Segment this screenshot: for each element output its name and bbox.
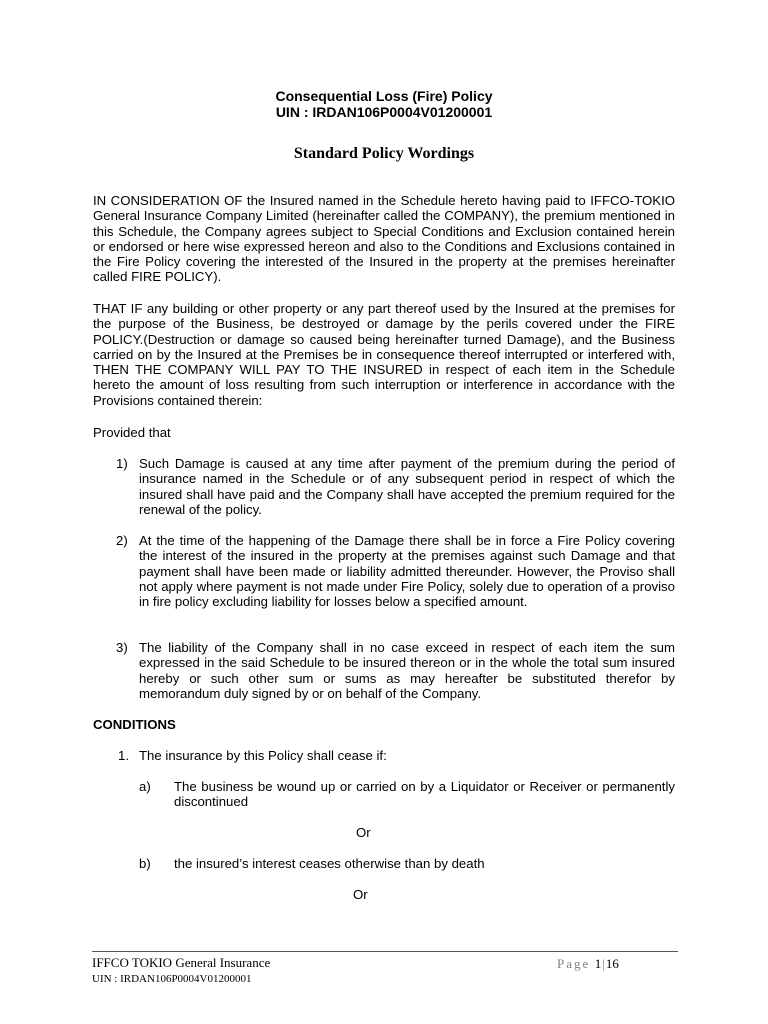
sub-condition-label: b) bbox=[139, 856, 151, 871]
page-current: 1 bbox=[594, 956, 602, 971]
consideration-paragraph: IN CONSIDERATION OF the Insured named in the Schedule hereto having paid to IFFCO-TOKIO General Insurance Company Limited (hereinafter called the COMPANY), the premium mentioned in this Schedule, the Company agrees subject to Special Conditions and Exclusion contained herein or endorsed or here wise expressed hereon and also to the Conditions and Exclusions contained in the Fire Policy covering the interested of the Insured in the property at the premises hereinafter called FIRE POLICY). bbox=[93, 193, 675, 285]
proviso-text: Such Damage is caused at any time after payment of the premium during the period of insurance named in the Schedule or of any subsequent period in respect of which the insured shall have paid and the Company shall have accepted the premium required for the renewal of the policy. bbox=[139, 456, 675, 517]
operative-paragraph: THAT IF any building or other property or any part thereof used by the Insured at the premises for the purpose of the Business, be destroyed or damage by the perils covered under the FIRE POLICY.(Destruction or damage so caused being hereinafter turned Damage), and the Business carried on by the Insured at the Premises be in consequence thereof interrupted or interfered with, THEN THE COMPANY WILL PAY TO THE INSURED in respect of each item in the Schedule hereto the amount of loss resulting from such interruption or interference in accordance with the Provisions contained therein: bbox=[93, 301, 675, 408]
page-separator: | bbox=[602, 956, 605, 971]
condition-text: The insurance by this Policy shall cease if: bbox=[139, 748, 387, 763]
proviso-number: 3) bbox=[116, 640, 128, 655]
footer-divider bbox=[92, 951, 678, 952]
page-label: Page bbox=[557, 956, 591, 971]
policy-uin: UIN : IRDAN106P0004V01200001 bbox=[275, 104, 493, 120]
sub-condition-text: The business be wound up or carried on by a Liquidator or Receiver or permanently discontinued bbox=[174, 779, 675, 810]
sub-condition-text: the insured’s interest ceases otherwise than by death bbox=[174, 856, 485, 871]
sub-condition-label: a) bbox=[139, 779, 151, 794]
conditions-heading: CONDITIONS bbox=[93, 717, 176, 732]
footer-company: IFFCO TOKIO General Insurance bbox=[92, 955, 271, 970]
proviso-text: The liability of the Company shall in no case exceed in respect of each item the sum expressed in the said Schedule to be insured thereon or in the whole the total sum insured hereby or such other sum or sums as may hereafter be substituted therefor by memorandum duly signed by or on behalf of the Company. bbox=[139, 640, 675, 701]
policy-title: Consequential Loss (Fire) Policy bbox=[275, 88, 493, 104]
provided-that-label: Provided that bbox=[93, 425, 171, 440]
condition-number: 1. bbox=[118, 748, 129, 763]
page-indicator bbox=[557, 955, 619, 973]
proviso-number: 2) bbox=[116, 533, 128, 548]
or-separator: Or bbox=[356, 825, 371, 840]
proviso-text: At the time of the happening of the Damage there shall be in force a Fire Policy covering the interest of the insured in the property at the premises against such Damage and that payment shall have been made or liability admitted thereunder. However, the Proviso shall not apply where payment is not made under Fire Policy, solely due to operation of a proviso in fire policy excluding liability for losses below a specified amount. bbox=[139, 533, 675, 610]
document-subtitle: Standard Policy Wordings bbox=[293, 145, 475, 162]
proviso-number: 1) bbox=[116, 456, 128, 471]
footer-uin: UIN : IRDAN106P0004V01200001 bbox=[92, 973, 252, 985]
page-total: 16 bbox=[605, 956, 619, 971]
or-separator: Or bbox=[353, 887, 368, 902]
